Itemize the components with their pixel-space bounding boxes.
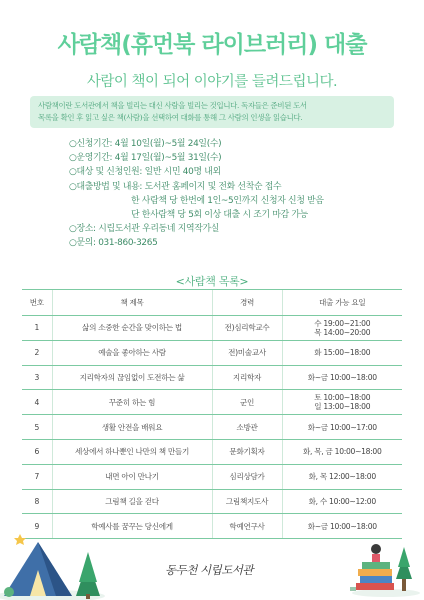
intro-line: 목록을 확인 후 읽고 싶은 책(사람)을 선택하여 대화를 통해 그 사람의 인생을 읽습니다.	[38, 113, 303, 122]
row-no: 5	[22, 415, 52, 440]
table-row	[22, 316, 402, 341]
list-title: <사람책 목록>	[175, 275, 249, 288]
table-row	[22, 439, 402, 464]
loan-method-detail: 한 사람책 당 한번에 1인~5인까지 신청자 신청 받음	[131, 195, 324, 206]
row-title: 생활 안전을 배워요	[52, 415, 212, 440]
row-day: 화~금 10:00~17:00	[282, 415, 402, 440]
row-title: 지리학자의 끊임없이 도전하는 삶	[52, 365, 212, 390]
row-day: 화 15:00~18:00	[282, 340, 402, 365]
row-day-1: 수 19:00~21:00	[314, 318, 371, 328]
row-no: 4	[22, 390, 52, 415]
row-career: 심리상담가	[212, 464, 282, 489]
row-no: 2	[22, 340, 52, 365]
run-period: ○운영기간: 4월 17일(월)~5월 31일(수)	[69, 153, 222, 164]
row-title: 내면 아이 만나기	[52, 464, 212, 489]
row-day: 화, 수 10:00~12:00	[282, 489, 402, 514]
library-logo: 동두천 시립도서관	[165, 563, 254, 577]
table-row	[22, 365, 402, 390]
table-row	[22, 489, 402, 514]
row-title: 예술을 좋아하는 사람	[52, 340, 212, 365]
header-title: 책 제목	[52, 290, 212, 316]
row-day: 화~금 10:00~18:00	[282, 514, 402, 539]
row-career: 문화기획자	[212, 439, 282, 464]
venue: ○장소: 시립도서관 우리동네 지역작가실	[69, 224, 220, 235]
row-title: 꾸준히 하는 힘	[52, 390, 212, 415]
table-header-row	[22, 290, 402, 316]
table-row	[22, 464, 402, 489]
row-day-2: 목 14:00~20:00	[314, 327, 371, 337]
row-no: 8	[22, 489, 52, 514]
row-no: 3	[22, 365, 52, 390]
row-day-1: 토 10:00~18:00	[314, 393, 371, 403]
row-title: 삶의 소중한 순간을 맞이하는 법	[52, 316, 212, 341]
row-no: 6	[22, 439, 52, 464]
row-day: 화, 목 12:00~18:00	[282, 464, 402, 489]
human-book-table	[22, 289, 402, 539]
row-title: 세상에서 하나뿐인 나만의 책 만들기	[52, 439, 212, 464]
row-no: 1	[22, 316, 52, 341]
intro-box	[30, 96, 394, 128]
row-career: 지리학자	[212, 365, 282, 390]
row-day: 화, 목, 금 10:00~18:00	[282, 439, 402, 464]
row-title: 학예사를 꿈꾸는 당신에게	[52, 514, 212, 539]
row-day-2: 일 13:00~18:00	[314, 402, 371, 412]
page-title: 사람책(휴먼북 라이브러리) 대출	[57, 32, 367, 58]
apply-period: ○신청기간: 4월 10일(월)~5월 24일(수)	[69, 139, 222, 149]
row-day	[282, 390, 402, 415]
row-career: 전)미술교사	[212, 340, 282, 365]
tent-and-trees-icon	[0, 520, 110, 600]
row-title: 그림책 길을 걷다	[52, 489, 212, 514]
table-row	[22, 340, 402, 365]
loan-method: ○대출방법 및 내용: 도서관 홈페이지 및 전화 선착순 접수	[69, 181, 282, 192]
table-row	[22, 415, 402, 440]
row-career: 군인	[212, 390, 282, 415]
header-day: 대출 가능 요일	[282, 290, 402, 316]
row-no: 9	[22, 514, 52, 539]
info-list	[69, 137, 389, 251]
row-career: 학예연구사	[212, 514, 282, 539]
row-day: 화~금 10:00~18:00	[282, 365, 402, 390]
book-stack-tree-icon	[346, 535, 420, 597]
row-career: 그림책지도사	[212, 489, 282, 514]
header-no: 번호	[22, 290, 52, 316]
contact: ○문의: 031-860-3265	[69, 238, 158, 249]
row-no: 7	[22, 464, 52, 489]
table-row	[22, 390, 402, 415]
row-career: 소방관	[212, 415, 282, 440]
intro-line: 사람책이란 도서관에서 책을 빌리는 대신 사람을 빌리는 것입니다. 독자들은 준비된 도서	[38, 101, 307, 110]
header-career: 경력	[212, 290, 282, 316]
target-count: ○대상 및 신청인원: 일반 시민 40명 내외	[69, 167, 221, 178]
row-career: 전)심리학교수	[212, 316, 282, 341]
row-day	[282, 316, 402, 341]
page-subtitle: 사람이 책이 되어 이야기를 들려드립니다.	[86, 74, 338, 90]
loan-method-note: 단 한사람책 당 5회 이상 대출 시 조기 마감 가능	[131, 209, 308, 220]
